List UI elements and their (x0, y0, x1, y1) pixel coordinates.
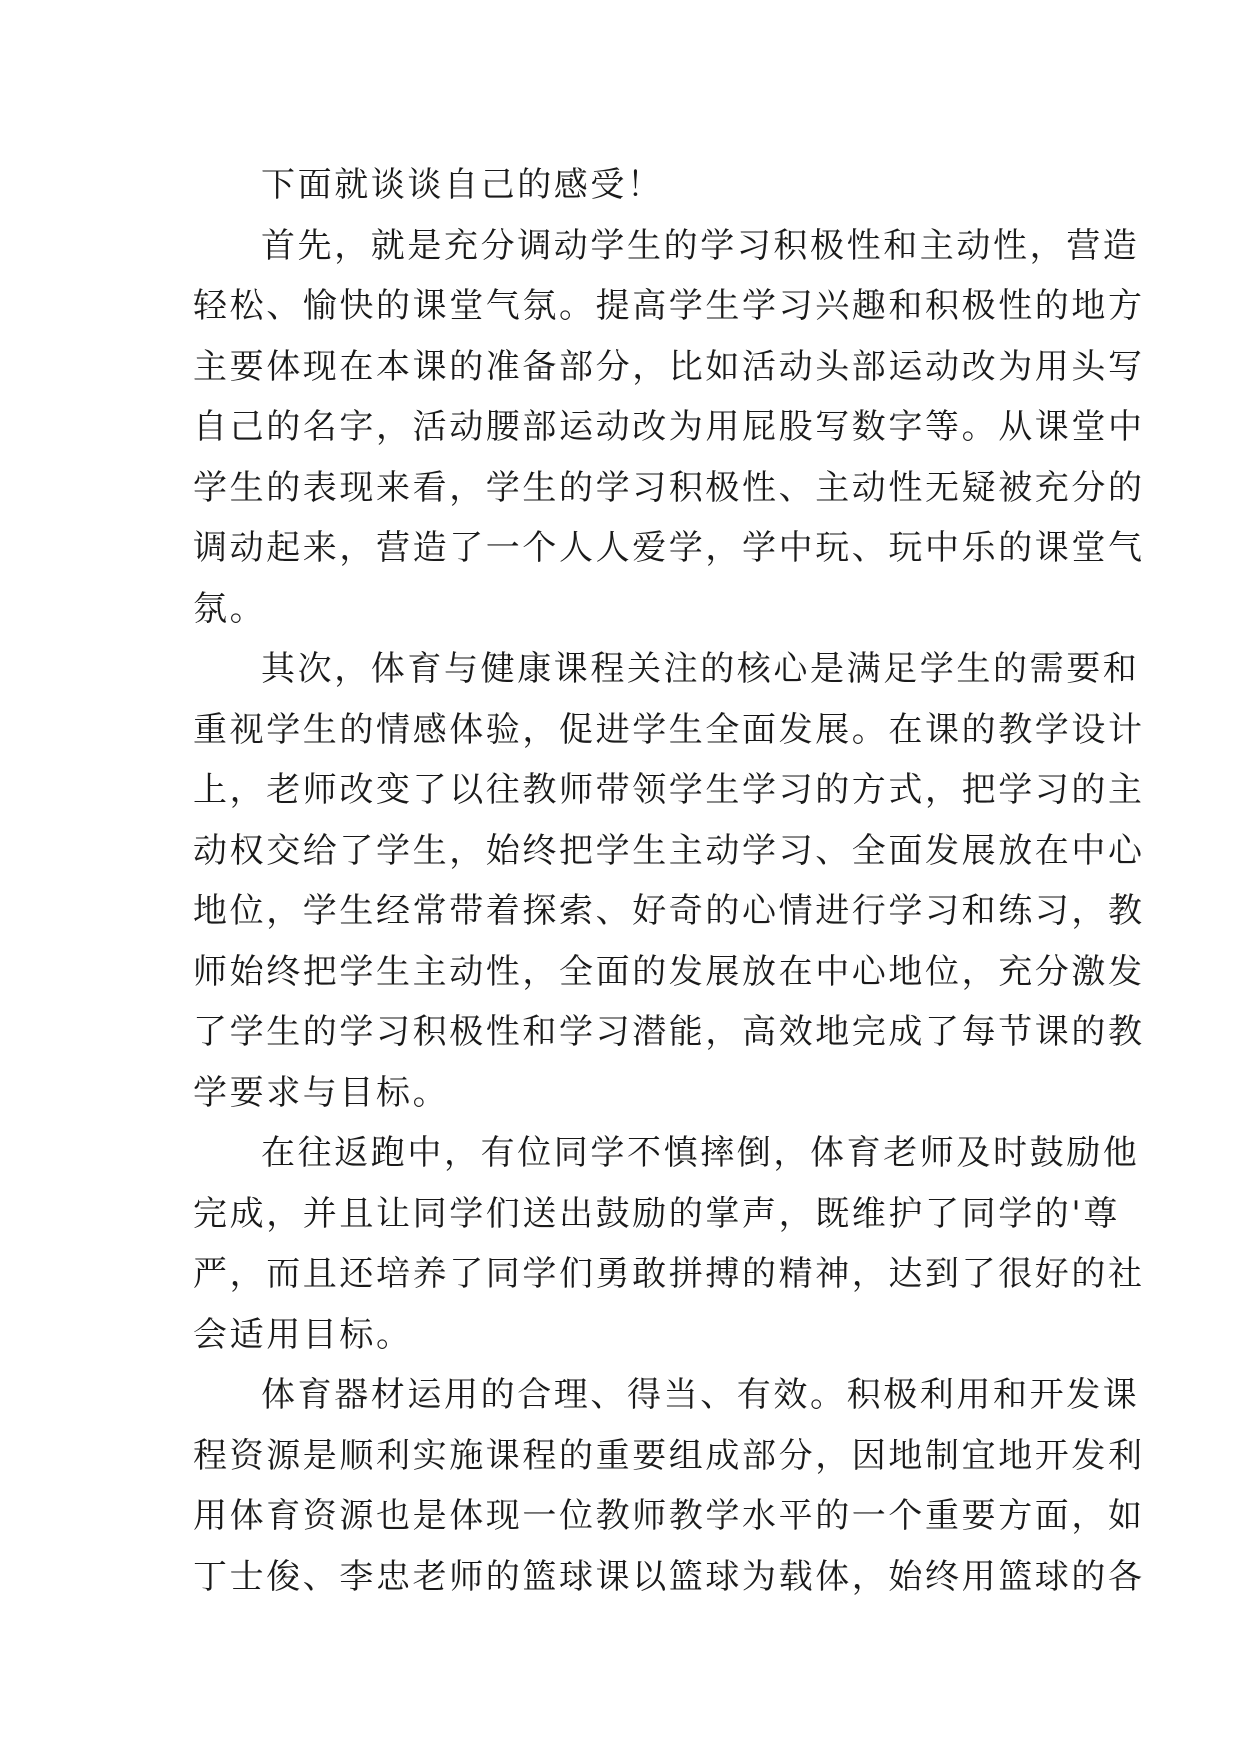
text-line: 轻松、愉快的课堂气氛。提高学生学习兴趣和积极性的地方 (193, 286, 1145, 326)
text-line: 上，老师改变了以往教师带领学生学习的方式，把学习的主 (193, 770, 1145, 810)
text-line: 师始终把学生主动性，全面的发展放在中心地位，充分激发 (193, 951, 1145, 992)
text-line: 氛。 (193, 588, 267, 629)
text-line: 丁士俊、李忠老师的篮球课以篮球为载体，始终用篮球的各 (193, 1556, 1145, 1597)
text-line: 下面就谈谈自己的感受！ (261, 165, 664, 205)
text-line: 动权交给了学生，始终把学生主动学习、全面发展放在中心 (193, 830, 1145, 871)
paragraph (193, 639, 1145, 1123)
text-line: 了学生的学习积极性和学习潜能，高效地完成了每节课的教 (193, 1012, 1145, 1052)
text-line: 体育器材运用的合理、得当、有效。积极利用和开发课 (261, 1375, 1140, 1415)
paragraph (193, 155, 1053, 216)
text-line: 学要求与目标。 (193, 1072, 450, 1113)
text-line: 首先，就是充分调动学生的学习积极性和主动性，营造 (261, 225, 1140, 266)
text-line: 主要体现在本课的准备部分，比如活动头部运动改为用头写 (193, 346, 1145, 387)
text-line: 其次，体育与健康课程关注的核心是满足学生的需要和 (261, 649, 1140, 689)
text-line: 地位，学生经常带着探索、好奇的心情进行学习和练习，教 (193, 891, 1145, 931)
document-page (193, 155, 1145, 1607)
text-line: 调动起来，营造了一个人人爱学，学中玩、玩中乐的课堂气 (193, 528, 1145, 568)
paragraph (193, 1365, 1145, 1607)
text-line: 程资源是顺利实施课程的重要组成部分，因地制宜地开发利 (193, 1435, 1145, 1476)
text-line: 会适用目标。 (193, 1314, 413, 1355)
paragraph (193, 1123, 1145, 1365)
text-line: 自己的名字，活动腰部运动改为用屁股写数字等。从课堂中 (193, 407, 1145, 447)
text-line: 用体育资源也是体现一位教师教学水平的一个重要方面，如 (193, 1496, 1145, 1536)
text-line: 完成，并且让同学们送出鼓励的掌声，既维护了同学的'尊 (193, 1193, 1120, 1234)
paragraph (193, 216, 1145, 640)
text-line: 在往返跑中，有位同学不慎摔倒，体育老师及时鼓励他 (261, 1133, 1140, 1173)
text-line: 学生的表现来看，学生的学习积极性、主动性无疑被充分的 (193, 467, 1145, 508)
text-line: 重视学生的情感体验，促进学生全面发展。在课的教学设计 (193, 709, 1145, 750)
text-line: 严，而且还培养了同学们勇敢拼搏的精神，达到了很好的社 (193, 1254, 1145, 1294)
